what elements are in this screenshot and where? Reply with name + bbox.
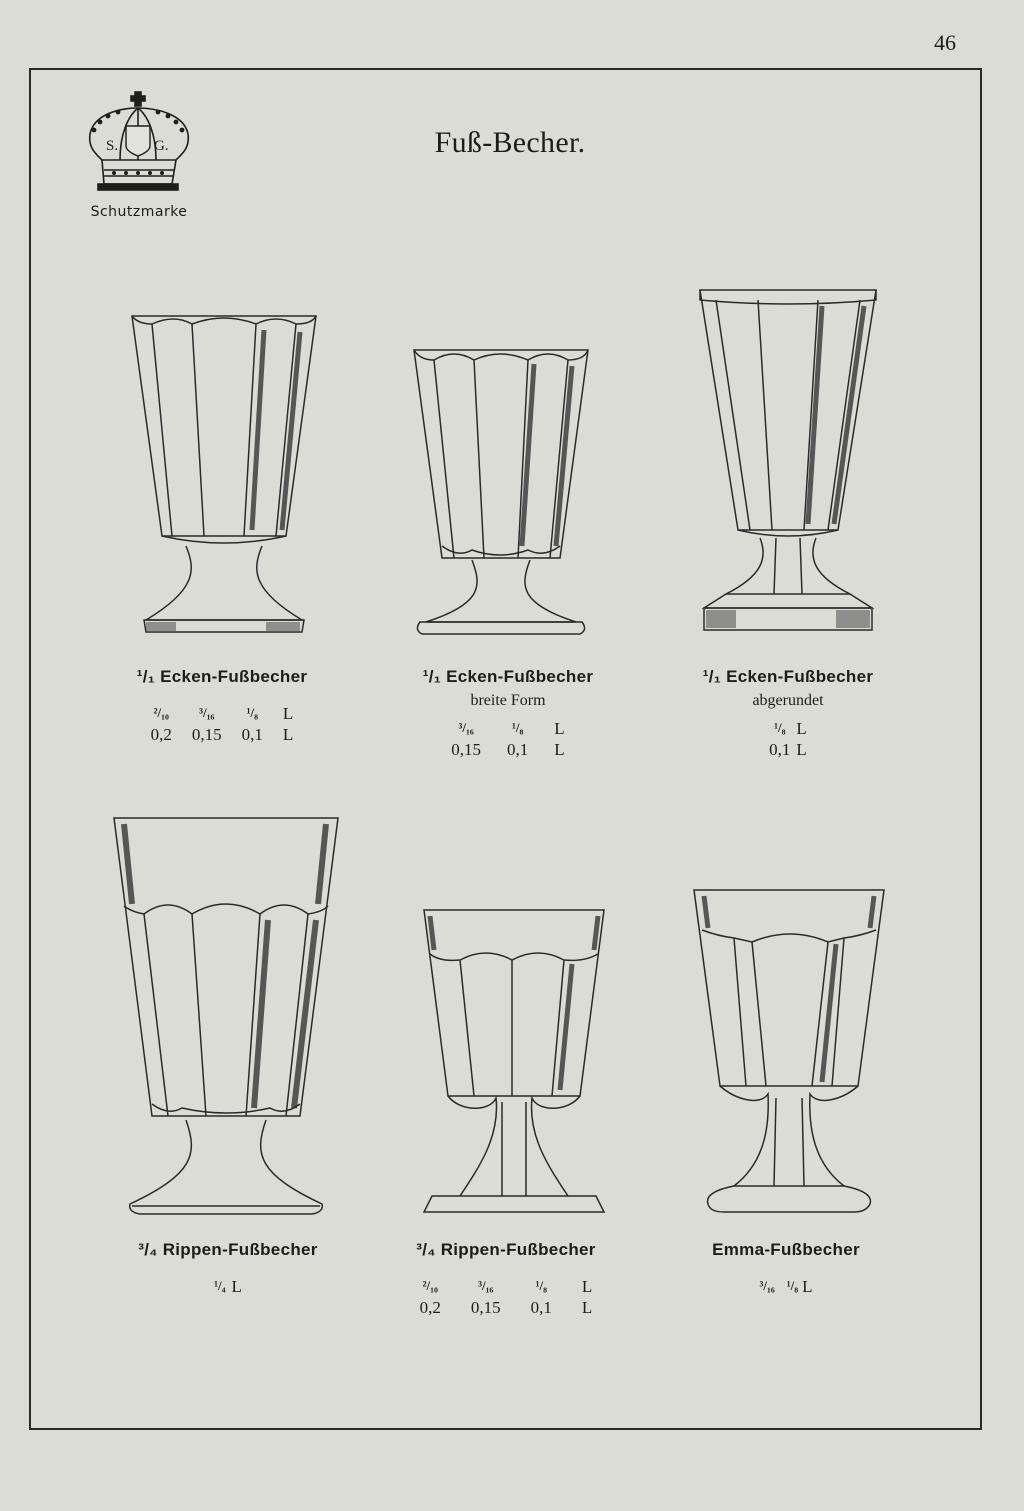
- size-fraction: ³/₁₆: [478, 1278, 494, 1293]
- item-name: ¹/₁ Ecken-Fußbecher: [422, 667, 594, 686]
- item-name: ¹/₁ Ecken-Fußbecher: [136, 667, 308, 686]
- size-unit: L: [802, 1277, 813, 1296]
- item-caption-4: [98, 1240, 358, 1296]
- size-fraction: ³/₁₆: [199, 705, 215, 720]
- glass-illustration-1: [126, 310, 322, 638]
- size-volume: 0,15: [470, 1298, 501, 1317]
- size-unit: L: [796, 719, 807, 738]
- size-volume: 0,2: [419, 1298, 441, 1317]
- size-fraction: ³/₁₆: [759, 1278, 775, 1293]
- size-volume: 0,15: [191, 725, 222, 744]
- size-unit: L: [282, 704, 294, 723]
- size-volume: 0,1: [507, 740, 529, 759]
- glass-illustration-5: [420, 906, 608, 1220]
- item-caption-6: [656, 1240, 916, 1296]
- item-subtitle: abgerundet: [752, 692, 824, 709]
- size-unit: L: [554, 719, 565, 738]
- item-name: ³/₄ Rippen-Fußbecher: [138, 1240, 318, 1259]
- size-fraction: ¹/₄: [214, 1278, 226, 1293]
- item-caption-1: [92, 667, 352, 747]
- item-caption-5: [376, 1240, 636, 1320]
- item-name: ¹/₁ Ecken-Fußbecher: [702, 667, 874, 686]
- logo-letters-right: G.: [154, 138, 169, 154]
- item-name: ³/₄ Rippen-Fußbecher: [416, 1240, 596, 1259]
- size-volume: 0,1: [769, 740, 791, 759]
- size-fraction: ¹/₈: [774, 720, 786, 735]
- size-unit: L: [581, 1298, 593, 1317]
- size-table: [658, 718, 918, 762]
- size-fraction: ¹/₈: [246, 705, 258, 720]
- page-number: 46: [934, 30, 956, 55]
- size-volume: 0,1: [241, 725, 263, 744]
- size-table: [92, 703, 352, 747]
- size-fraction: ¹/₈: [511, 720, 524, 735]
- size-fraction: ¹/₈: [786, 1278, 799, 1293]
- glass-illustration-2: [410, 346, 592, 638]
- crown-icon: [80, 90, 198, 202]
- size-table: [378, 718, 638, 762]
- trademark-logo: [74, 90, 204, 230]
- page-title: Fuß-Becher.: [434, 126, 586, 159]
- size-volume: 0,2: [150, 725, 172, 744]
- size-unit: L: [231, 1277, 242, 1296]
- item-caption-2: [378, 667, 638, 762]
- glass-illustration-6: [690, 886, 888, 1218]
- size-unit: L: [581, 1277, 593, 1296]
- logo-letters-left: S.: [106, 138, 119, 154]
- size-table: [98, 1276, 358, 1296]
- glass-illustration-4: [110, 814, 342, 1218]
- size-fraction: ¹/₈: [535, 1278, 547, 1293]
- size-table: [656, 1276, 916, 1296]
- item-name: Emma-Fußbecher: [712, 1240, 860, 1259]
- size-unit: L: [554, 740, 565, 759]
- size-unit: L: [282, 725, 294, 744]
- size-fraction: ²/₁₀: [153, 705, 169, 720]
- item-subtitle: breite Form: [470, 692, 546, 709]
- item-caption-3: [658, 667, 918, 762]
- size-fraction: ²/₁₀: [422, 1278, 438, 1293]
- size-fraction: ³/₁₆: [458, 720, 474, 735]
- size-unit: L: [796, 740, 807, 759]
- logo-caption: Schutzmarke: [90, 204, 188, 220]
- size-volume: 0,15: [451, 740, 482, 759]
- glass-illustration-3: [696, 286, 880, 636]
- size-table: [376, 1276, 636, 1320]
- size-volume: 0,1: [530, 1298, 552, 1317]
